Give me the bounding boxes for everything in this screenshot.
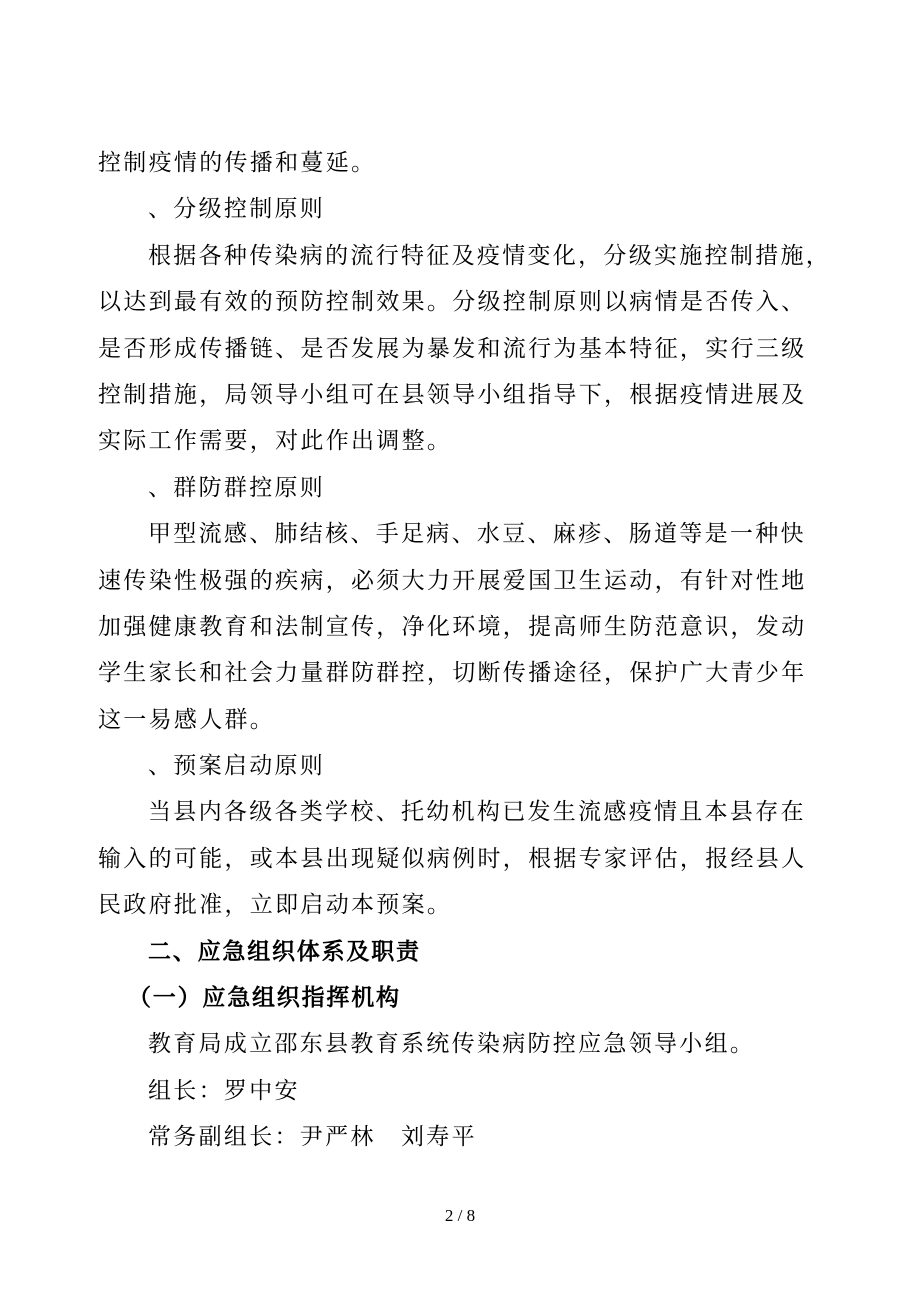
text-line: 常务副组长：尹严林 刘寿平 [148, 1124, 477, 1151]
subsection-heading: （一）应急组织指挥机构 [128, 985, 401, 1012]
text-line: 学生家长和社会力量群防群控，切断传播途径，保护广大青少年 [98, 660, 807, 687]
text-line: 以达到最有效的预防控制效果。分级控制原则以病情是否传入、 [98, 289, 807, 316]
text-line: 是否形成传播链、是否发展为暴发和流行为基本特征，实行三级 [98, 335, 807, 362]
section-title: 、分级控制原则 [148, 196, 326, 223]
text-line: 加强健康教育和法制宣传，净化环境，提高师生防范意识，发动 [98, 613, 807, 640]
text-line: 控制措施，局领导小组可在县领导小组指导下，根据疫情进展及 [98, 381, 807, 408]
section-title: 、群防群控原则 [148, 474, 326, 501]
document-body [98, 140, 832, 1161]
text-line: 这一易感人群。 [98, 706, 276, 733]
text-line: 民政府批准，立即启动本预案。 [98, 892, 453, 919]
text-line: 速传染性极强的疾病，必须大力开展爱国卫生运动，有针对性地 [98, 567, 807, 594]
text-line: 甲型流感、肺结核、手足病、水豆、麻疹、肠道等是一种快 [148, 521, 806, 548]
text-line: 输入的可能，或本县出现疑似病例时，根据专家评估，报经县人 [98, 845, 807, 872]
text-line: 实际工作需要，对此作出调整。 [98, 428, 453, 455]
section-title: 、预案启动原则 [148, 753, 326, 780]
text-line: 控制疫情的传播和蔓延。 [98, 150, 377, 176]
chapter-heading: 二、应急组织体系及职责 [148, 938, 421, 965]
text-line: 当县内各级各类学校、托幼机构已发生流感疫情且本县存在 [148, 799, 806, 826]
text-line: 教育局成立邵东县教育系统传染病防控应急领导小组。 [148, 1031, 756, 1058]
page-number: 2 / 8 [444, 1206, 476, 1225]
text-line: 根据各种传染病的流行特征及疫情变化，分级实施控制措施， [148, 242, 832, 269]
text-line: 组长：罗中安 [148, 1077, 300, 1104]
